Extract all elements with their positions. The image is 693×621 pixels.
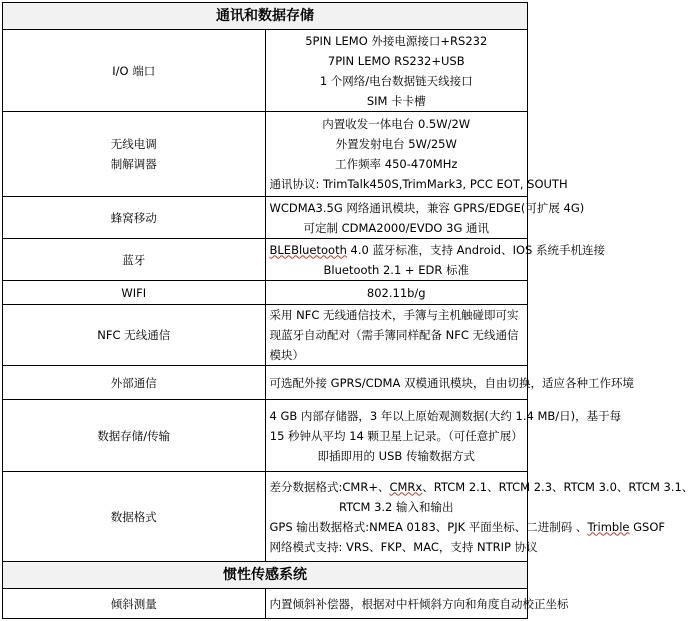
value-line: WCDMA3.5G 网络通讯模块，兼容 GPRS/EDGE(可扩展 4G) <box>269 200 585 215</box>
row-value <box>265 112 568 197</box>
row-label: NFC 无线通信 <box>3 305 266 366</box>
row-wifi <box>3 281 528 305</box>
value-line: 4 GB 内部存储器，3 年以上原始观测数据(大约 1.4 MB/日)，基于每 <box>269 408 622 423</box>
row-label: I/O 端口 <box>3 30 266 112</box>
row-value <box>265 366 634 400</box>
value-line: RTCM 3.2 输入和输出 <box>338 499 454 514</box>
value-text: GSOF <box>629 519 666 534</box>
value-line: 内置收发一体电台 0.5W/2W <box>322 117 471 131</box>
value-line: 可选配外接 GPRS/CDMA 双模通讯模块，自由切换，适应各种工作环境 <box>269 375 634 390</box>
value-line <box>269 240 606 260</box>
row-radio-modem <box>3 112 528 197</box>
label-line: 制解调器 <box>110 157 157 171</box>
value-line <box>269 517 666 537</box>
row-io-ports <box>3 30 528 112</box>
section-title: 通讯和数据存储 <box>3 3 528 30</box>
value-line: 802.11b/g <box>366 285 426 300</box>
row-value <box>265 239 606 281</box>
row-value <box>265 30 528 112</box>
value-line: 工作频率 450-470MHz <box>335 157 458 171</box>
value-text: GPS 输出数据格式:NMEA 0183、PJK 平面坐标、二进制码 、 <box>269 519 588 534</box>
value-line: 5PIN LEMO 外接电源接口+RS232 <box>305 33 488 48</box>
row-label: 倾斜测量 <box>3 589 266 619</box>
row-nfc <box>3 305 528 366</box>
value-line: 即插即用的 USB 传输数据方式 <box>317 448 475 463</box>
row-external-comm <box>3 366 528 400</box>
row-label: 外部通信 <box>3 366 266 400</box>
value-line: SIM 卡卡槽 <box>366 93 426 108</box>
row-label: 蓝牙 <box>3 239 266 281</box>
value-line: 网络模式支持: VRS、FKP、MAC，支持 NTRIP 协议 <box>269 539 538 554</box>
row-label: 数据存储/传输 <box>3 400 266 472</box>
value-line: 7PIN LEMO RS232+USB <box>327 53 465 68</box>
value-line: 15 秒钟从平均 14 颗卫星上记录。（可任意扩展） <box>269 428 523 443</box>
row-label: 蜂窝移动 <box>3 197 266 239</box>
spellcheck-word: CMRx <box>389 479 423 494</box>
section-header-comm <box>3 3 528 30</box>
row-value <box>265 400 622 472</box>
value-text: 4.0 蓝牙标准，支持 Android、IOS 系统手机连接 <box>346 242 606 257</box>
row-value <box>265 589 569 619</box>
value-text: 、RTCM 2.1、RTCM 2.3、RTCM 3.0、RTCM 3.1、 <box>422 479 693 494</box>
row-cellular <box>3 197 528 239</box>
row-bluetooth <box>3 239 528 281</box>
value-line: 内置倾斜补偿器，根据对中杆倾斜方向和角度自动校正坐标 <box>269 596 569 611</box>
value-line: 通讯协议: TrimTalk450S,TrimMark3, PCC EOT, SOUTH <box>269 177 568 191</box>
value-line: Bluetooth 2.1 + EDR 标准 <box>323 262 469 277</box>
row-value <box>265 197 585 239</box>
spellcheck-word: BLEBluetooth <box>269 242 347 257</box>
value-line: 1 个网络/电台数据链天线接口 <box>319 73 473 88</box>
value-line <box>269 477 693 497</box>
label-line: 无线电调 <box>110 137 157 151</box>
section-title: 惯性传感系统 <box>3 562 528 589</box>
value-line: 可定制 CDMA2000/EVDO 3G 通讯 <box>303 220 490 235</box>
row-tilt <box>3 589 528 619</box>
row-label <box>3 112 266 197</box>
row-value <box>265 472 693 562</box>
spellcheck-word: Trimble <box>587 519 630 534</box>
row-value <box>265 281 528 305</box>
spec-table <box>2 2 693 619</box>
row-storage <box>3 400 528 472</box>
row-label: 数据格式 <box>3 472 266 562</box>
row-label: WIFI <box>3 281 266 305</box>
row-data-format <box>3 472 528 562</box>
value-line: 外置发射电台 5W/25W <box>335 137 457 151</box>
row-value: 采用 NFC 无线通信技术，手簿与主机触碰即可实现蓝牙自动配对（需手簿同样配备 NFC 无线通信模块） <box>265 305 528 366</box>
section-header-inertial <box>3 562 528 589</box>
value-text: 差分数据格式:CMR+、 <box>269 479 390 494</box>
